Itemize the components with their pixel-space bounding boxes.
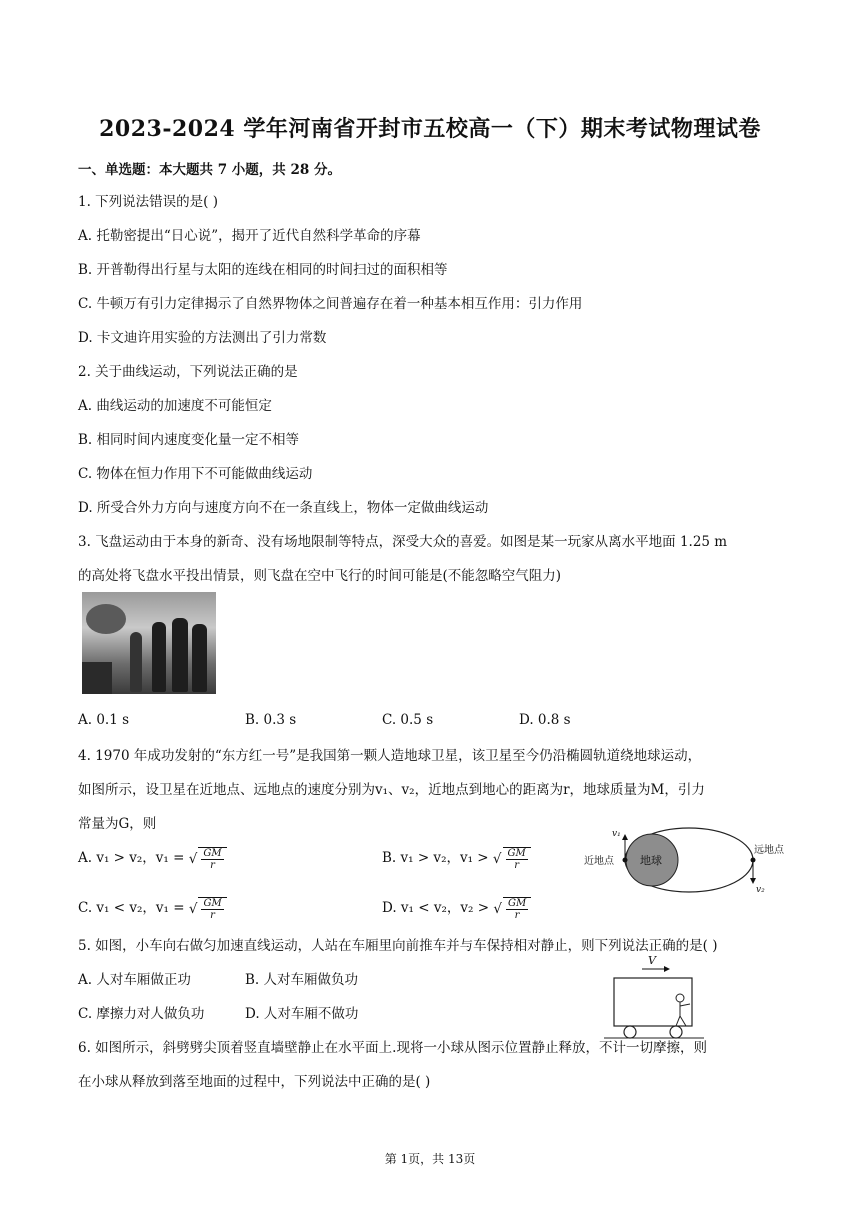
q4-stem-line2: 如图所示，设卫星在近地点、远地点的速度分别为v₁、v₂，近地点到地心的距离为r，地球质量为M，引力 <box>78 782 705 798</box>
q4-option-a-text: A. v₁ > v₂，v₁ = <box>78 850 185 866</box>
q5-option-b: B. 人对车厢做负功 <box>245 972 359 988</box>
q5-option-d: D. 人对车厢不做功 <box>245 1006 359 1022</box>
q4-option-d <box>382 896 531 921</box>
page-title: 2023-2024 学年河南省开封市五校高一（下）期末考试物理试卷 <box>99 116 761 142</box>
sqrt-gm-over-r: √ $\frac{GM}{r}$ <box>189 847 227 871</box>
q3-option-b: B. 0.3 s <box>245 712 297 728</box>
q2-option-d: D. 所受合外力方向与速度方向不在一条直线上，物体一定做曲线运动 <box>78 500 489 516</box>
q4-option-a <box>78 846 227 871</box>
q2-option-b: B. 相同时间内速度变化量一定不相等 <box>78 432 300 448</box>
q1-option-b: B. 开普勒得出行星与太阳的连线在相同的时间扫过的面积相等 <box>78 262 448 278</box>
earth-label: 地球 <box>640 854 662 867</box>
q1-stem: 1. 下列说法错误的是( ) <box>78 194 218 210</box>
far-point-label: 远地点 <box>754 845 784 856</box>
q3-stem-line2: 的高处将飞盘水平投出情景，则飞盘在空中飞行的时间可能是(不能忽略空气阻力) <box>78 568 562 584</box>
q6-stem-line1: 6. 如图所示，斜劈劈尖顶着竖直墙壁静止在水平面上.现将一小球从图示位置静止释放，不计一切摩擦，则 <box>78 1040 707 1056</box>
page-footer: 第 1页，共 13页 <box>384 1152 476 1166</box>
sqrt-gm-over-r: √ $\frac{GM}{r}$ <box>493 897 531 921</box>
q4-option-c-text: C. v₁ < v₂，v₁ = <box>78 900 185 916</box>
q1-option-d: D. 卡文迪许用实验的方法测出了引力常数 <box>78 330 327 346</box>
q4-stem-line1: 4. 1970 年成功发射的“东方红一号”是我国第一颗人造地球卫星，该卫星至今仍沿椭圆轨道绕地球运动， <box>78 748 702 764</box>
q4-stem-line3: 常量为G，则 <box>78 816 157 832</box>
frisbee-photo <box>82 592 216 694</box>
q3-option-c: C. 0.5 s <box>382 712 434 728</box>
orbit-diagram <box>582 818 802 898</box>
q4-option-c <box>78 896 227 921</box>
q6-stem-line2: 在小球从释放到落至地面的过程中，下列说法中正确的是( ) <box>78 1074 431 1090</box>
q2-option-c: C. 物体在恒力作用下不可能做曲线运动 <box>78 466 313 482</box>
section-heading: 一、单选题：本大题共 7 小题，共 28 分。 <box>78 162 341 178</box>
sqrt-gm-over-r: √ $\frac{GM}{r}$ <box>493 847 531 871</box>
q3-option-d: D. 0.8 s <box>519 712 571 728</box>
q4-option-b-text: B. v₁ > v₂，v₁ > <box>382 850 489 866</box>
velocity-label: V <box>648 954 656 967</box>
q5-option-a: A. 人对车厢做正功 <box>78 972 191 988</box>
q1-option-c: C. 牛顿万有引力定律揭示了自然界物体之间普遍存在着一种基本相互作用：引力作用 <box>78 296 583 312</box>
cart-diagram <box>604 952 704 1042</box>
v1-label: v₁ <box>612 829 621 839</box>
v2-label: v₂ <box>756 885 765 895</box>
q3-stem-line1: 3. 飞盘运动由于本身的新奇、没有场地限制等特点，深受大众的喜爱。如图是某一玩家从离水平地面 1.25 m <box>78 534 728 550</box>
q2-stem: 2. 关于曲线运动，下列说法正确的是 <box>78 364 298 380</box>
q1-option-a: A. 托勒密提出“日心说”，揭开了近代自然科学革命的序幕 <box>78 228 421 244</box>
q3-option-a: A. 0.1 s <box>78 712 130 728</box>
q4-option-d-text: D. v₁ < v₂，v₂ > <box>382 900 490 916</box>
near-point-label: 近地点 <box>584 856 614 867</box>
sqrt-gm-over-r: √ $\frac{GM}{r}$ <box>189 897 227 921</box>
q2-option-a: A. 曲线运动的加速度不可能恒定 <box>78 398 272 414</box>
q5-stem: 5. 如图，小车向右做匀加速直线运动，人站在车厢里向前推车并与车保持相对静止，则下列说法正确的是( ) <box>78 938 718 954</box>
q4-option-b <box>382 846 531 871</box>
q5-option-c: C. 摩擦力对人做负功 <box>78 1006 205 1022</box>
